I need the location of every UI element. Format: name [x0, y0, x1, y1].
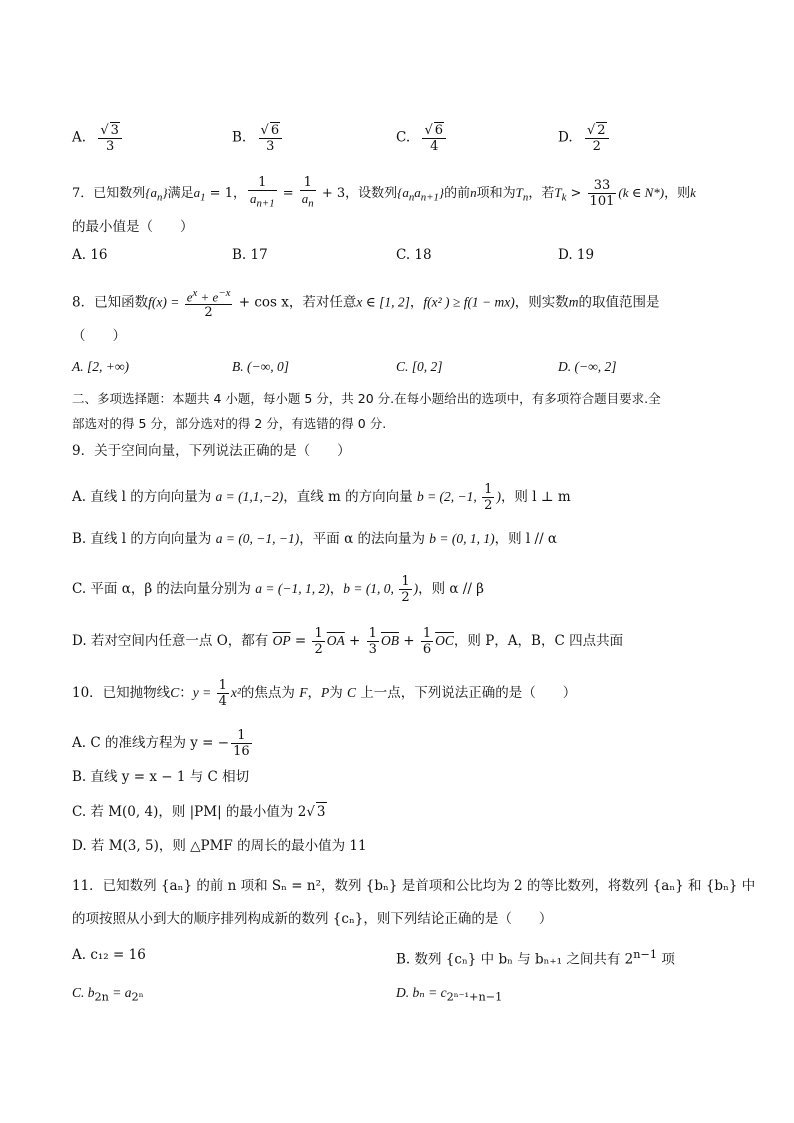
fraction: $\frac{1}{2}$ [401, 574, 410, 605]
fraction: $\frac{1}{4}$ [218, 678, 227, 709]
fraction: $\frac{1}{2}$ [314, 626, 323, 657]
q8-option-d: D. (−∞, 2] [558, 359, 617, 374]
q7-option-a: A. 16 [72, 247, 108, 263]
fraction: $\frac{1}{3}$ [368, 626, 377, 657]
q7-option-c: C. 18 [396, 247, 432, 263]
fraction: $\frac{1}{2}$ [484, 482, 493, 513]
q7-option-b: B. 17 [232, 247, 268, 263]
q8-option-b: B. (−∞, 0] [232, 359, 289, 374]
fraction: $\frac{1}{a_{n+1}}$ [249, 175, 275, 210]
fraction: $\frac{e^x + e^{-x}}{2}$ [186, 287, 231, 321]
q11-option-b: B. 数列 {cₙ} 中 bₙ 与 bₙ₊₁ 之间共有 $2^{n-1}$ 项 [396, 948, 675, 968]
section-2-heading-line2: 部选对的得 5 分，部分选对的得 2 分，有选错的得 0 分. [72, 416, 387, 431]
q7-stem-line2: 的最小值是（ ） [72, 219, 194, 235]
q10-stem: 10．已知抛物线C：y = $\frac{1}{4}$ x²的焦点为 F，P为 C 上一点，下列说法正确的是（ ） [72, 678, 577, 709]
fraction: $\frac{√ 2}{2}$ [585, 122, 609, 154]
q6-option-d: D. $\frac{√ 2}{2}$ [558, 122, 611, 154]
q11-option-a: A. c₁₂ = 16 [72, 947, 146, 963]
fraction: $\frac{33}{101}$ [589, 177, 615, 209]
q10-option-c: C. 若 M(0, 4)，则 |PM| 的最小值为 2√ 3 [72, 804, 326, 820]
q11-option-d: D. $b_n = c_{2^{n-1}+n-1}$ [396, 985, 503, 1004]
fraction: $\frac{1}{6}$ [422, 626, 432, 657]
q11-option-c: C. $b_{2n} = a_{2^n}$ [72, 985, 144, 1004]
fraction: $\frac{√ 6}{3}$ [259, 122, 283, 154]
fraction: $\frac{1}{16}$ [233, 728, 250, 759]
fraction: $\frac{1}{a_n}$ [301, 175, 314, 210]
q8-stem-line2: （ ） [72, 328, 126, 344]
fraction: $\frac{√ 6}{4}$ [422, 122, 446, 154]
q7-option-d: D. 19 [558, 247, 595, 263]
section-2-heading: 二、多项选择题：本题共 4 小题，每小题 5 分，共 20 分.在每小题给出的选项中，有多项符合题目要求.全 [72, 391, 661, 406]
q8-stem: 8．已知函数f(x) = $\frac{e^x + e^{-x}}{2}$ + cos x，若对任意x ∈ [1, 2]，f(x² ) ≥ f(1 − mx)，则实数m的取值范围是 [72, 287, 660, 321]
q11-stem: 11．已知数列 {aₙ} 的前 n 项和 Sₙ = n²，数列 {bₙ} 是首项和公比均为 2 的等比数列，将数列 {aₙ} 和 {bₙ} 中 [72, 878, 756, 894]
q9-option-a: A. 直线 l 的方向向量为 a = (1,1,−2)，直线 m 的方向向量 b = (2, −1, $\frac{1}{2}$ )，则 l ⊥ m [72, 482, 571, 513]
q8-option-a: A. [2, +∞) [72, 359, 129, 374]
q9-option-b: B. 直线 l 的方向向量为 a = (0, −1, −1)，平面 α 的法向量为 b = (0, 1, 1)，则 l // α [72, 531, 558, 547]
q6-option-b: B. $\frac{√ 6}{3}$ [232, 122, 284, 154]
q8-option-c: C. [0, 2] [396, 359, 443, 374]
q6-option-a: A. $\frac{√ 3}{3}$ [72, 122, 124, 154]
q6-option-c: C. $\frac{√ 6}{4}$ [396, 122, 448, 154]
q9-stem: 9．关于空间向量，下列说法正确的是（ ） [72, 443, 351, 459]
q9-option-d: D. 若对空间内任意一点 O，都有 $\overline{OP}$ = $\frac{1}{2}$ $\overline{OA}$ + $\frac{1}{3}$ $\overline{OB}$ + $\frac{1}{6}$ $\overline{OC}$，则 P，A，B，C 四点共面 [72, 626, 624, 657]
q10-option-a: A. C 的准线方程为 y = − $\frac{1}{16}$ [72, 728, 250, 759]
q10-option-b: B. 直线 y = x − 1 与 C 相切 [72, 769, 250, 785]
fraction: $\frac{√ 3}{3}$ [98, 122, 122, 154]
q9-option-c: C. 平面 α，β 的法向量分别为 a = (−1, 1, 2)，b = (1, 0, $\frac{1}{2}$ )，则 α // β [72, 574, 484, 605]
q7-stem: 7．已知数列$\{a_n\}$满足$a_1 = 1$， $\frac{1}{a_{n+1}}$ = $\frac{1}{a_n}$ + 3，设数列$\{a_na_{n+1}\}$的前n项和为$T_n$，若$T_k$ > $\frac{33}{101}$ (k ∈ N*)，则k [72, 175, 696, 210]
q11-stem-line2: 的项按照从小到大的顺序排列构成新的数列 {cₙ}，则下列结论正确的是（ ） [72, 911, 553, 927]
q10-option-d: D. 若 M(3, 5)，则 △PMF 的周长的最小值为 11 [72, 838, 367, 854]
